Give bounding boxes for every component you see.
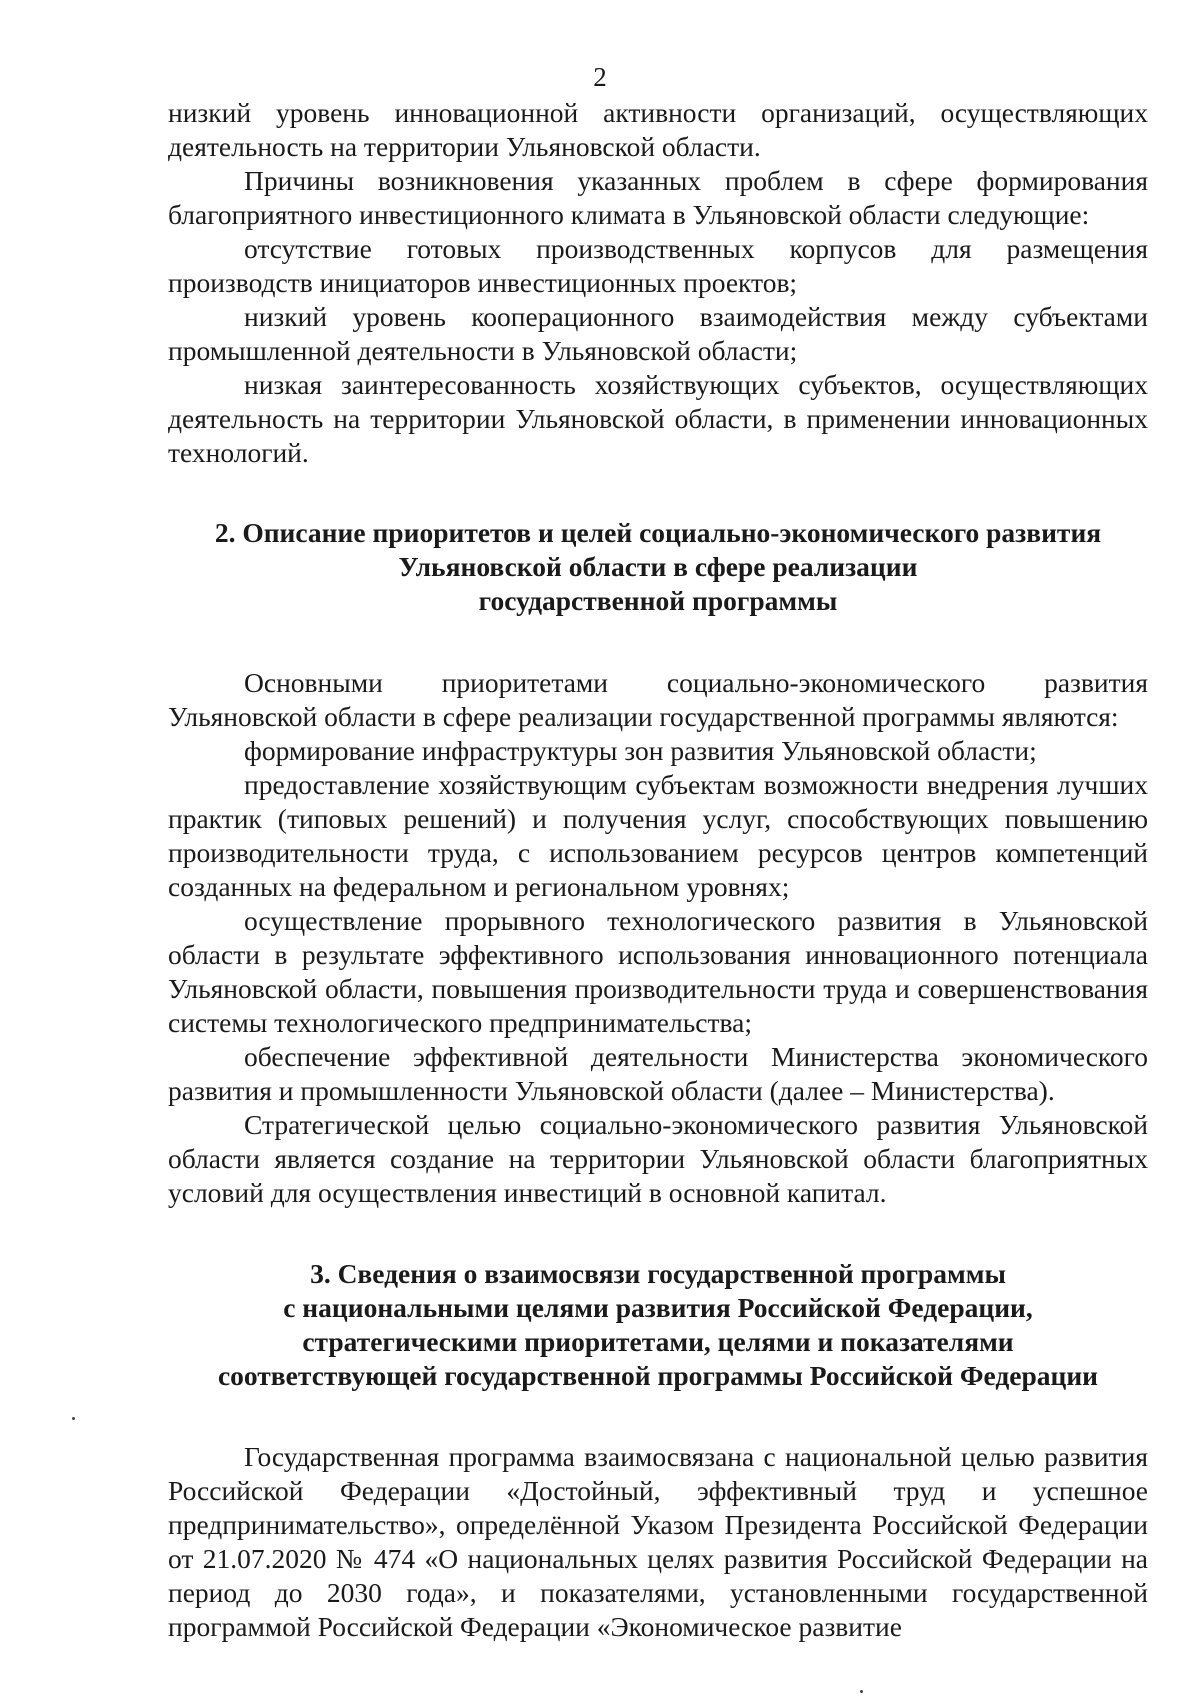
paragraph: формирование инфраструктуры зон развития Ульяновской области;	[244, 735, 1037, 766]
paragraph: обеспечение эффективной деятельности Министерства экономического развития и промышленности Ульяновской области (далее – Министерства).	[168, 1041, 1148, 1106]
heading-line: стратегическими приоритетами, целями и показателями	[302, 1326, 1014, 1357]
scan-speck	[860, 1690, 863, 1693]
paragraph: низкий уровень инновационной активности организаций, осуществляющих деятельность на территории Ульяновской области.	[168, 97, 1148, 162]
paragraph: Стратегической целью социально-экономического развития Ульяновской области является создание на территории Ульяновской области благоприятных условий для осуществления инвестиций в основной капитал.	[168, 1109, 1148, 1208]
scan-speck	[72, 1417, 75, 1420]
paragraph: Причины возникновения указанных проблем в сфере формирования благоприятного инвестиционного климата в Ульяновской области следующие:	[168, 165, 1148, 230]
heading-line: государственной программы	[478, 585, 838, 616]
paragraph: отсутствие готовых производственных корпусов для размещения производств инициаторов инвестиционных проектов;	[168, 233, 1148, 298]
heading-line: соответствующей государственной программы Российской Федерации	[217, 1360, 1099, 1391]
paragraph: низкий уровень кооперационного взаимодействия между субъектами промышленной деятельности в Ульяновской области;	[168, 301, 1148, 366]
paragraph: низкая заинтересованность хозяйствующих субъектов, осуществляющих деятельность на территории Ульяновской области, в применении инновационных технологий.	[168, 369, 1148, 468]
heading-line: 2. Описание приоритетов и целей социально-экономического развития	[214, 517, 1102, 548]
section-2-heading	[168, 516, 1148, 618]
document-body	[168, 96, 1148, 1644]
page-number: 2	[593, 62, 607, 92]
paragraph: Основными приоритетами социально-экономического развития Ульяновской области в сфере реализации государственной программы являются:	[168, 667, 1148, 732]
paragraph: Государственная программа взаимосвязана с национальной целью развития Российской Федерации «Достойный, эффективный труд и успешное предпринимательство», определённой Указом Президента Российской Федерации от 21.07.2020 № 474 «О национальных целях развития Российской Федерации на период до 2030 года», и показателями, установленными государственной программой Российской Федерации «Экономическое развитие	[168, 1441, 1148, 1642]
heading-line: с национальными целями развития Российской Федерации,	[283, 1292, 1033, 1323]
paragraph: осуществление прорывного технологического развития в Ульяновской области в результате эффективного использования инновационного потенциала Ульяновской области, повышения производительности труда и совершенствования системы технологического предпринимательства;	[168, 905, 1148, 1038]
section-3-heading	[168, 1257, 1148, 1393]
heading-line: 3. Сведения о взаимосвязи государственной программы	[310, 1258, 1006, 1289]
heading-line: Ульяновской области в сфере реализации	[398, 551, 918, 582]
paragraph: предоставление хозяйствующим субъектам возможности внедрения лучших практик (типовых решений) и получения услуг, способствующих повышению производительности труда, с использованием ресурсов центров компетенций созданных на федеральном и региональном уровнях;	[168, 769, 1148, 902]
